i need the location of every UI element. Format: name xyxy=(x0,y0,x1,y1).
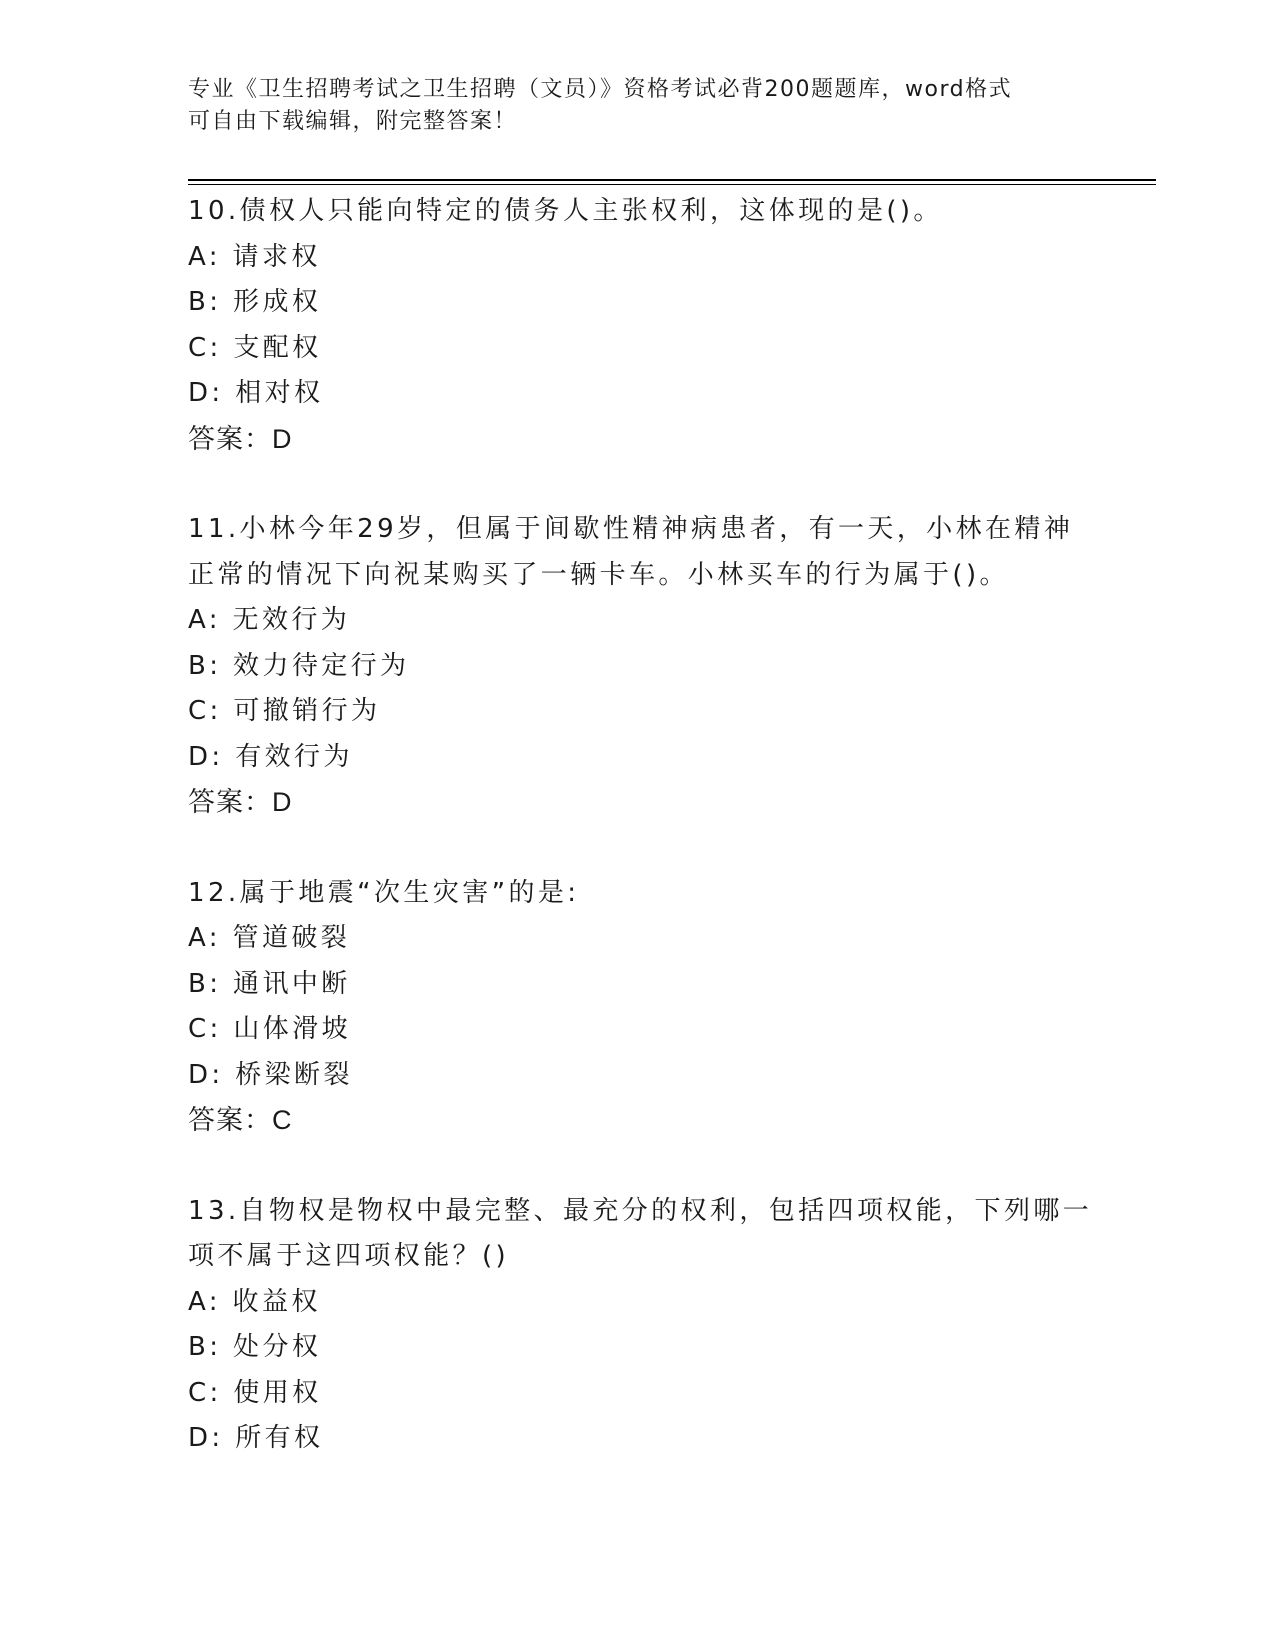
answer-label: 答案：D xyxy=(188,787,293,817)
option-c: C: 支配权 xyxy=(188,332,322,363)
option-b: B: 处分权 xyxy=(188,1332,322,1362)
header-divider xyxy=(188,179,1156,185)
option-d: D: 相对权 xyxy=(188,378,324,408)
question-12 xyxy=(188,871,1068,1144)
option-d: D: 有效行为 xyxy=(188,741,353,772)
option-a: A: 收益权 xyxy=(188,1286,321,1317)
question-stem: 项不属于这四项权能？() xyxy=(188,1241,510,1271)
option-c: C: 使用权 xyxy=(188,1377,322,1408)
answer-label: 答案：D xyxy=(188,423,293,454)
header-line-1: 专业《卫生招聘考试之卫生招聘（文员）》资格考试必背200题题库，word格式 xyxy=(188,77,1013,102)
question-stem: 10.债权人只能向特定的债务人主张权利，这体现的是()。 xyxy=(188,196,943,226)
question-13 xyxy=(188,1189,1093,1462)
question-list xyxy=(188,189,1093,1507)
answer-label: 答案：C xyxy=(188,1105,293,1135)
option-d: D: 所有权 xyxy=(188,1423,324,1453)
question-stem: 正常的情况下向祝某购买了一辆卡车。小林买车的行为属于()。 xyxy=(188,559,1009,590)
option-a: A: 无效行为 xyxy=(188,605,351,635)
question-stem: 12.属于地震“次生灾害”的是: xyxy=(188,877,580,908)
option-a: A: 管道破裂 xyxy=(188,923,351,953)
option-b: B: 通讯中断 xyxy=(188,968,351,999)
option-c: C: 山体滑坡 xyxy=(188,1014,351,1044)
header-line-2: 可自由下载编辑，附完整答案！ xyxy=(188,109,518,134)
question-stem: 11.小林今年29岁，但属于间歇性精神病患者，有一天，小林在精神 xyxy=(188,514,1074,544)
question-10 xyxy=(188,189,1068,462)
question-stem: 13.自物权是物权中最完整、最充分的权利，包括四项权能，下列哪一 xyxy=(188,1195,1093,1226)
option-b: B: 效力待定行为 xyxy=(188,650,410,681)
option-a: A: 请求权 xyxy=(188,241,321,272)
option-d: D: 桥梁断裂 xyxy=(188,1059,353,1090)
document-header xyxy=(188,74,1078,138)
question-11 xyxy=(188,507,1074,826)
option-b: B: 形成权 xyxy=(188,287,322,317)
option-c: C: 可撤销行为 xyxy=(188,696,381,726)
